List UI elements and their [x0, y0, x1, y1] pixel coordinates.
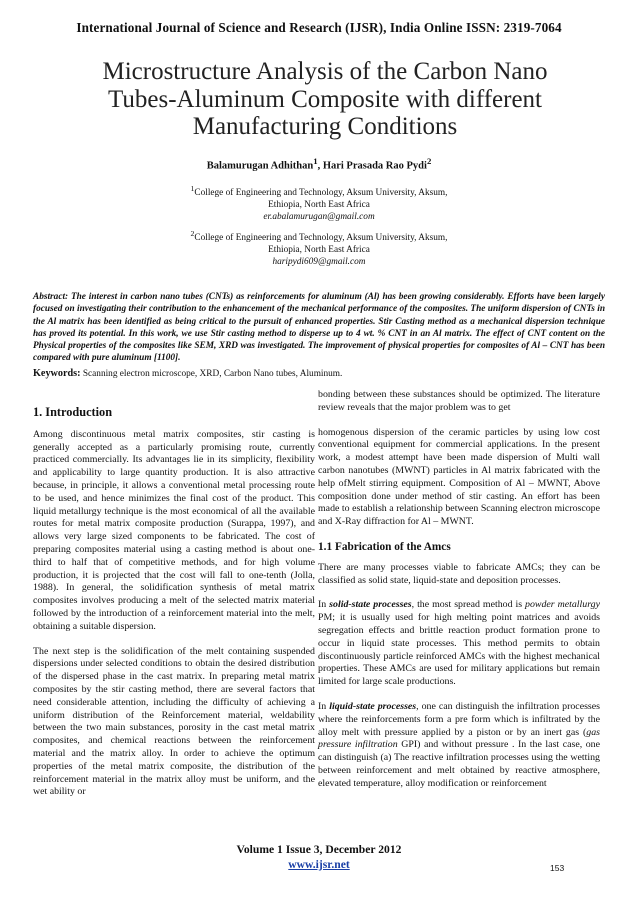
keywords: [33, 368, 605, 379]
title-line-3: Manufacturing Conditions: [192, 113, 458, 140]
right-column: [318, 389, 600, 803]
affil-line: Ethiopia, North East Africa: [268, 245, 370, 256]
affil-line: College of Engineering and Technology, Aksum University, Aksum,: [194, 188, 448, 199]
abstract: [33, 291, 605, 365]
affil-sup: 2: [190, 229, 195, 238]
body-paragraph: There are many processes viable to fabricate AMCs; they can be classified as solid state, liquid-state and deposition processes.: [318, 561, 600, 586]
body-paragraph: The next step is the solidification of the melt containing suspended dispersions under selected conditions to obtain the desired distribution of the dispersed phase in the cast matrix. In preparing metal matrix composites by the stir casting method, there are several factors that need considerable attention, including the difficulty of achieving a uniform distribution of the Reinforcement material, weldability between the two main substances, porosity in the cast metal matrix composites, and chemical reactions between the reinforcement material and the matrix alloy. In order to achieve the optimum properties of the metal matrix composite, the distribution of the reinforcement material in the matrix alloy must be uniform, and the wet ability or: [33, 645, 315, 798]
affiliation-1: [0, 183, 638, 223]
author-name: Hari Prasada Rao Pydi: [322, 160, 427, 172]
title-line-1: Microstructure Analysis of the Carbon Nano: [102, 58, 548, 85]
affil-line: College of Engineering and Technology, Aksum University, Aksum,: [194, 233, 448, 244]
affiliation-2: [0, 228, 638, 268]
emphasis-term: liquid-state processes: [329, 700, 417, 712]
abstract-text: The interest in carbon nano tubes (CNTs) as reinforcements for aluminum (Al) has been growing considerably. Efforts have been largely focused on investigating their contribution to the enhancement of the mechanical performance of the composites. The uniform dispersion of CNTs in the Al matrix has been identified as being critical to the pursuit of enhanced properties. Stir Casting method as a mechanical dispersion technique has proved its potential. In this work, we use Stir casting method to disperse up to 4 wt. % CNT in an Al matrix. The effect of CNT content on the Physical properties of the composites like SEM, XRD was investigated. The improvement of physical properties for composites of Al – CNT has been compared with pure aluminum [1100].: [33, 292, 605, 364]
left-column: [33, 406, 315, 811]
keywords-text: Scanning electron microscope, XRD, Carbon Nano tubes, Aluminum.: [80, 369, 343, 379]
paper-title: [60, 58, 590, 141]
body-paragraph: In solid-state processes, the most spread method is powder metallurgy PM; it is usually used for high melting point matrices and avoids segregation effects and brittle reaction product formation prone to occur in liquid state processes. This method permits to obtain discontinuously particle reinforced AMCs with the highest mechanical properties. These AMCs are used for military applications but remain limited for large scale productions.: [318, 599, 600, 688]
subsection-heading: 1.1 Fabrication of the Amcs: [318, 540, 451, 553]
affil-line: Ethiopia, North East Africa: [268, 200, 370, 211]
author-name: Balamurugan Adhithan: [206, 160, 314, 172]
title-line-2: Tubes-Aluminum Composite with different: [107, 85, 543, 113]
body-paragraph: In liquid-state processes, one can distinguish the infiltration processes where the reinforcements form a pre form which is infiltrated by the alloy melt with pressure applied by a piston or by an inert gas (gas pressure infiltration GPI) and without pressure . In the last case, one can distinguish (a) The reactive infiltration processes using the wetting between reinforcement and melt obtained by reactive atmosphere, elevated temperature, alloy modification or reinforcement: [318, 700, 600, 789]
page-number: 153: [550, 863, 565, 873]
section-heading: 1. Introduction: [33, 405, 113, 419]
issue-info: Volume 1 Issue 3, December 2012: [236, 843, 402, 856]
keywords-label: Keywords:: [33, 368, 81, 379]
author-list: [0, 156, 638, 172]
author-separator: ,: [317, 160, 323, 172]
author-affil-sup: 1: [313, 156, 318, 166]
emphasis-term: gas pressure infiltration: [318, 726, 600, 751]
journal-header: International Journal of Science and Research (IJSR), India Online ISSN: 2319-7064: [76, 20, 562, 35]
body-paragraph: bonding between these substances should be optimized. The literature review reveals that the major problem was to get: [318, 389, 600, 413]
body-paragraph: Among discontinuous metal matrix composites, stir casting is generally accepted as a particularly promising route, currently practiced commercially. Its advantages lie in its simplicity, flexibility and applicability to large quantity production. It is also attractive because, in principle, it allows a conventional metal processing route to be used, and hence minimizes the final cost of the product. This liquid metallurgy technique is the most economical of all the available routes for metal matrix composite production (Surappa, 1997), and allows very large sized components to be fabricated. The cost of preparing composites material using a casting method is about one-third to half that of competitive methods, and for high volume production, it is projected that the cost will fall to one-tenth (Jolla, 1988). In general, the solidification synthesis of metal matrix composites involves producing a melt of the selected matrix material followed by the introduction of a reinforcement material into the melt, obtaining a suitable dispersion.: [33, 428, 315, 632]
affil-sup: 1: [190, 184, 195, 193]
author-email: er.abalamurugan@gmail.com: [263, 212, 375, 223]
abstract-label: Abstract:: [33, 292, 69, 302]
journal-link[interactable]: www.ijsr.net: [288, 858, 350, 871]
emphasis-term: powder metallurgy: [525, 599, 600, 611]
body-paragraph: homogenous dispersion of the ceramic particles by using low cost conventional equipment for commercial applications. In the present work, a modest attempt have been made dispersion of Multi wall carbon nanotubes (MWNT) particles in Al matrix fabricated with the help ofMelt stirring equipment. Composition of Al – MWNT, Above composition done under method of stir casting. An effort has been made to establish a relationship between Scanning electron microscope and X-Ray diffraction for Al – MWNT.: [318, 426, 600, 528]
emphasis-term: solid-state processes: [329, 599, 412, 611]
author-email: haripydi609@gmail.com: [272, 257, 366, 268]
page-footer: [0, 842, 638, 872]
author-affil-sup: 2: [426, 156, 432, 166]
